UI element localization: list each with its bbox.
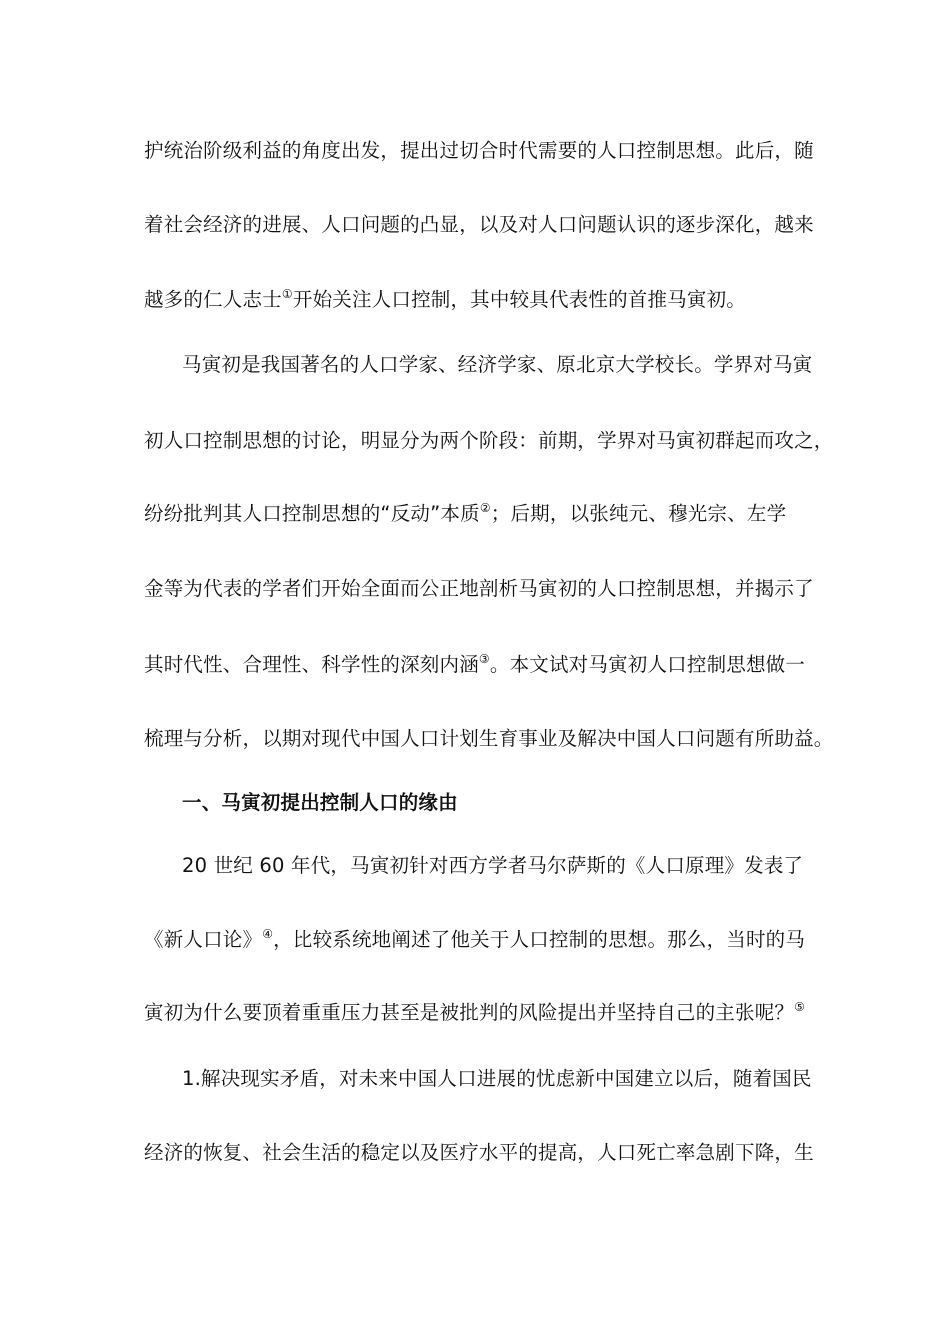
paragraph-line: 越多的仁人志士①开始关注人口控制，其中较具代表性的首推马寅初。: [144, 287, 746, 311]
paragraph-line: 金等为代表的学者们开始全面而公正地剖析马寅初的人口控制思想，并揭示了: [144, 577, 814, 600]
paragraph-line: 《新人口论》④，比较系统地阐述了他关于人口控制的思想。那么，当时的马: [144, 927, 806, 951]
section-heading: 一、马寅初提出控制人口的缘由: [182, 791, 458, 814]
footnote-marker[interactable]: ⑤: [794, 1000, 806, 1014]
paragraph-line: 经济的恢复、社会生活的稳定以及医疗水平的提高，人口死亡率急剧下降，生: [144, 1141, 814, 1164]
paragraph-line: 寅初为什么要顶着重重压力甚至是被批判的风险提出并坚持自己的主张呢？⑤: [144, 1000, 806, 1024]
paragraph-line: 1.解决现实矛盾，对未来中国人口进展的忧虑新中国建立以后，随着国民: [182, 1067, 812, 1090]
paragraph-line: 其时代性、合理性、科学性的深刻内涵③。本文试对马寅初人口控制思想做一: [144, 652, 806, 676]
paragraph-line: 着社会经济的进展、人口问题的凸显，以及对人口问题认识的逐步深化，越来: [144, 213, 814, 236]
paragraph-line: 马寅初是我国著名的人口学家、经济学家、原北京大学校长。学界对马寅: [182, 353, 813, 376]
paragraph-line: 梳理与分析，以期对现代中国人口计划生育事业及解决中国人口问题有所助益。: [144, 727, 834, 750]
paragraph-line: 20 世纪 60 年代，马寅初针对西方学者马尔萨斯的《人口原理》发表了: [182, 854, 804, 877]
footnote-marker[interactable]: ②: [479, 501, 491, 515]
footnote-marker[interactable]: ③: [478, 652, 490, 666]
paragraph-line: 纷纷批判其人口控制思想的“反动”本质②；后期，以张纯元、穆光宗、左学: [144, 501, 787, 525]
paragraph-line: 初人口控制思想的讨论，明显分为两个阶段：前期，学界对马寅初群起而攻之，: [144, 429, 834, 452]
paragraph-line: 护统治阶级利益的角度出发，提出过切合时代需要的人口控制思想。此后，随: [144, 139, 814, 162]
footnote-marker[interactable]: ①: [281, 287, 293, 301]
footnote-marker[interactable]: ④: [262, 927, 274, 941]
